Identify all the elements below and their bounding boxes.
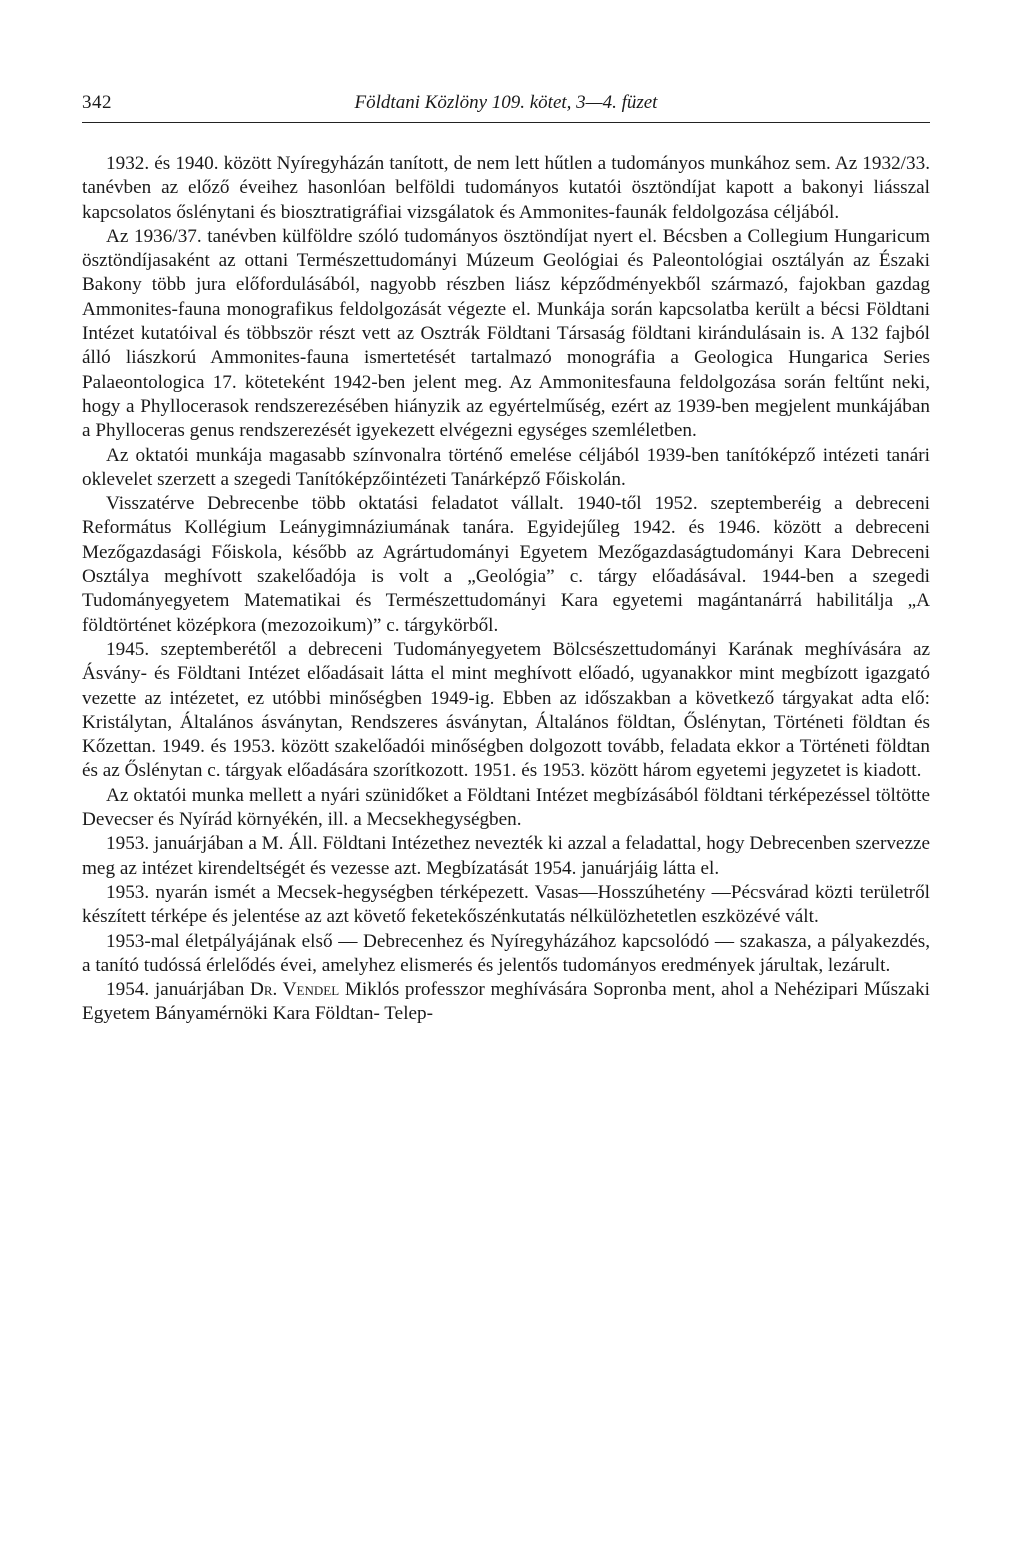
body-text bbox=[82, 152, 930, 1027]
person-name: Dr. Vendel bbox=[250, 979, 340, 1001]
paragraph: Az oktatói munka mellett a nyári szünidőket a Földtani Intézet megbízásából földtani térképezéssel töltötte Devecser és Nyírád környékén, ill. a Mecsekhegységben. bbox=[82, 784, 930, 831]
text-run: Miklós professzor meghívására Sopronba ment, ahol a Nehézipari Műszaki Egyetem Bányamérnöki Kara Földtan- Telep- bbox=[82, 979, 931, 1025]
page-number: 342 bbox=[82, 92, 112, 113]
running-head bbox=[82, 92, 930, 123]
journal-title: Földtani Közlöny 109. kötet, 3—4. füzet bbox=[354, 92, 658, 113]
paragraph: Az 1936/37. tanévben külföldre szóló tudományos ösztöndíjat nyert el. Bécsben a Collegium Hungaricum ösztöndíjasaként az ottani Természettudományi Múzeum Geológiai és Paleontológiai osztályán az Északi Bakony több jura előfordulásából, nagyobb részben liász képződményekből származó, fajokban gazdag Ammonites-fauna monografikus feldolgozását végezte el. Munkája során kapcsolatba került a bécsi Földtani Intézet kutatóival és többször részt vett az Osztrák Földtani Társaság földtani kirándulásain is. A 132 fajból álló liászkorú Ammonites-fauna ismertetését tartalmazó monográfia a Geologica Hungarica Series Palaeontologica 17. köteteként 1942-ben jelent meg. Az Ammonitesfauna feldolgozása során feltűnt neki, hogy a Phyllocerasok rendszerezésében hiányzik az egyértelműség, ezért az 1939-ben megjelent munkájában a Phylloceras genus rendszerezését igyekezett elvégezni egységes szemléletben. bbox=[82, 225, 930, 442]
paragraph: 1953-mal életpályájának első — Debrecenhez és Nyíregyházához kapcsolódó — szakasza, a pályakezdés, a tanító tudóssá érlelődés évei, amelyhez elismerés és jelentős tudományos eredmények járultak, lezárult. bbox=[82, 930, 930, 976]
paragraph: 1953. nyarán ismét a Mecsek-hegységben térképezett. Vasas—Hosszúhetény —Pécsvárad közti területről készített térképe és jelentése az azt követő feketekőszénkutatás nélkülözhetetlen eszközévé vált. bbox=[82, 881, 930, 928]
paragraph: Visszatérve Debrecenbe több oktatási feladatot vállalt. 1940-től 1952. szeptemberéig a debreceni Református Kollégium Leánygimnáziumának tanára. Egyidejűleg 1942. és 1946. között a debreceni Mezőgazdasági Főiskola, később az Agrártudományi Egyetem Mezőgazdaságtudományi Kara Debreceni Osztálya meghívott szakelőadója is volt a „Geológia” c. tárgy előadásával. 1944-ben a szegedi Tudományegyetem Matematikai és Természettudományi Kara egyetemi magántanárrá habilitálja „A földtörténet középkora (mezozoikum)” c. tárgykörből. bbox=[82, 493, 930, 636]
paragraph: 1945. szeptemberétől a debreceni Tudományegyetem Bölcsészettudományi Karának meghívására az Ásvány- és Földtani Intézet előadásait látta el mint meghívott előadó, ugyanakkor mint megbízott igazgató vezette az intézetet, ez utóbbi minőségben 1949-ig. Ebben az időszakban a következő tárgyakat adta elő: Kristálytan, Általános ásványtan, Rendszeres ásványtan, Általános földtan, Őslénytan, Történeti földtan és Kőzettan. 1949. és 1953. között szakelőadói minőségben dolgozott tovább, feladata ekkor a Történeti földtan és az Őslénytan c. tárgyak előadására szorítkozott. 1951. és 1953. között három egyetemi jegyzetet is kiadott. bbox=[82, 638, 930, 782]
paragraph: 1932. és 1940. között Nyíregyházán tanított, de nem lett hűtlen a tudományos munkához sem. Az 1932/33. tanévben az előző éveihez hasonlóan belföldi tudományos kutatói ösztöndíjat kapott a bakonyi liásszal kapcsolatos őslénytani és biosztratigráfiai vizsgálatok és Ammonites-faunák feldolgozása céljából. bbox=[82, 153, 930, 223]
paragraph: 1953. januárjában a M. Áll. Földtani Intézethez nevezték ki azzal a feladattal, hogy Debrecenben szervezze meg az intézet kirendeltségét és vezesse azt. Megbízatását 1954. januárjáig látta el. bbox=[82, 833, 930, 879]
paragraph: Az oktatói munkája magasabb színvonalra történő emelése céljából 1939-ben tanítóképző intézeti tanári oklevelet szerzett a szegedi Tanítóképzőintézeti Tanárképző Főiskolán. bbox=[82, 444, 930, 490]
paragraph-last bbox=[82, 978, 930, 1027]
text-run: 1954. januárjában bbox=[106, 979, 251, 1001]
